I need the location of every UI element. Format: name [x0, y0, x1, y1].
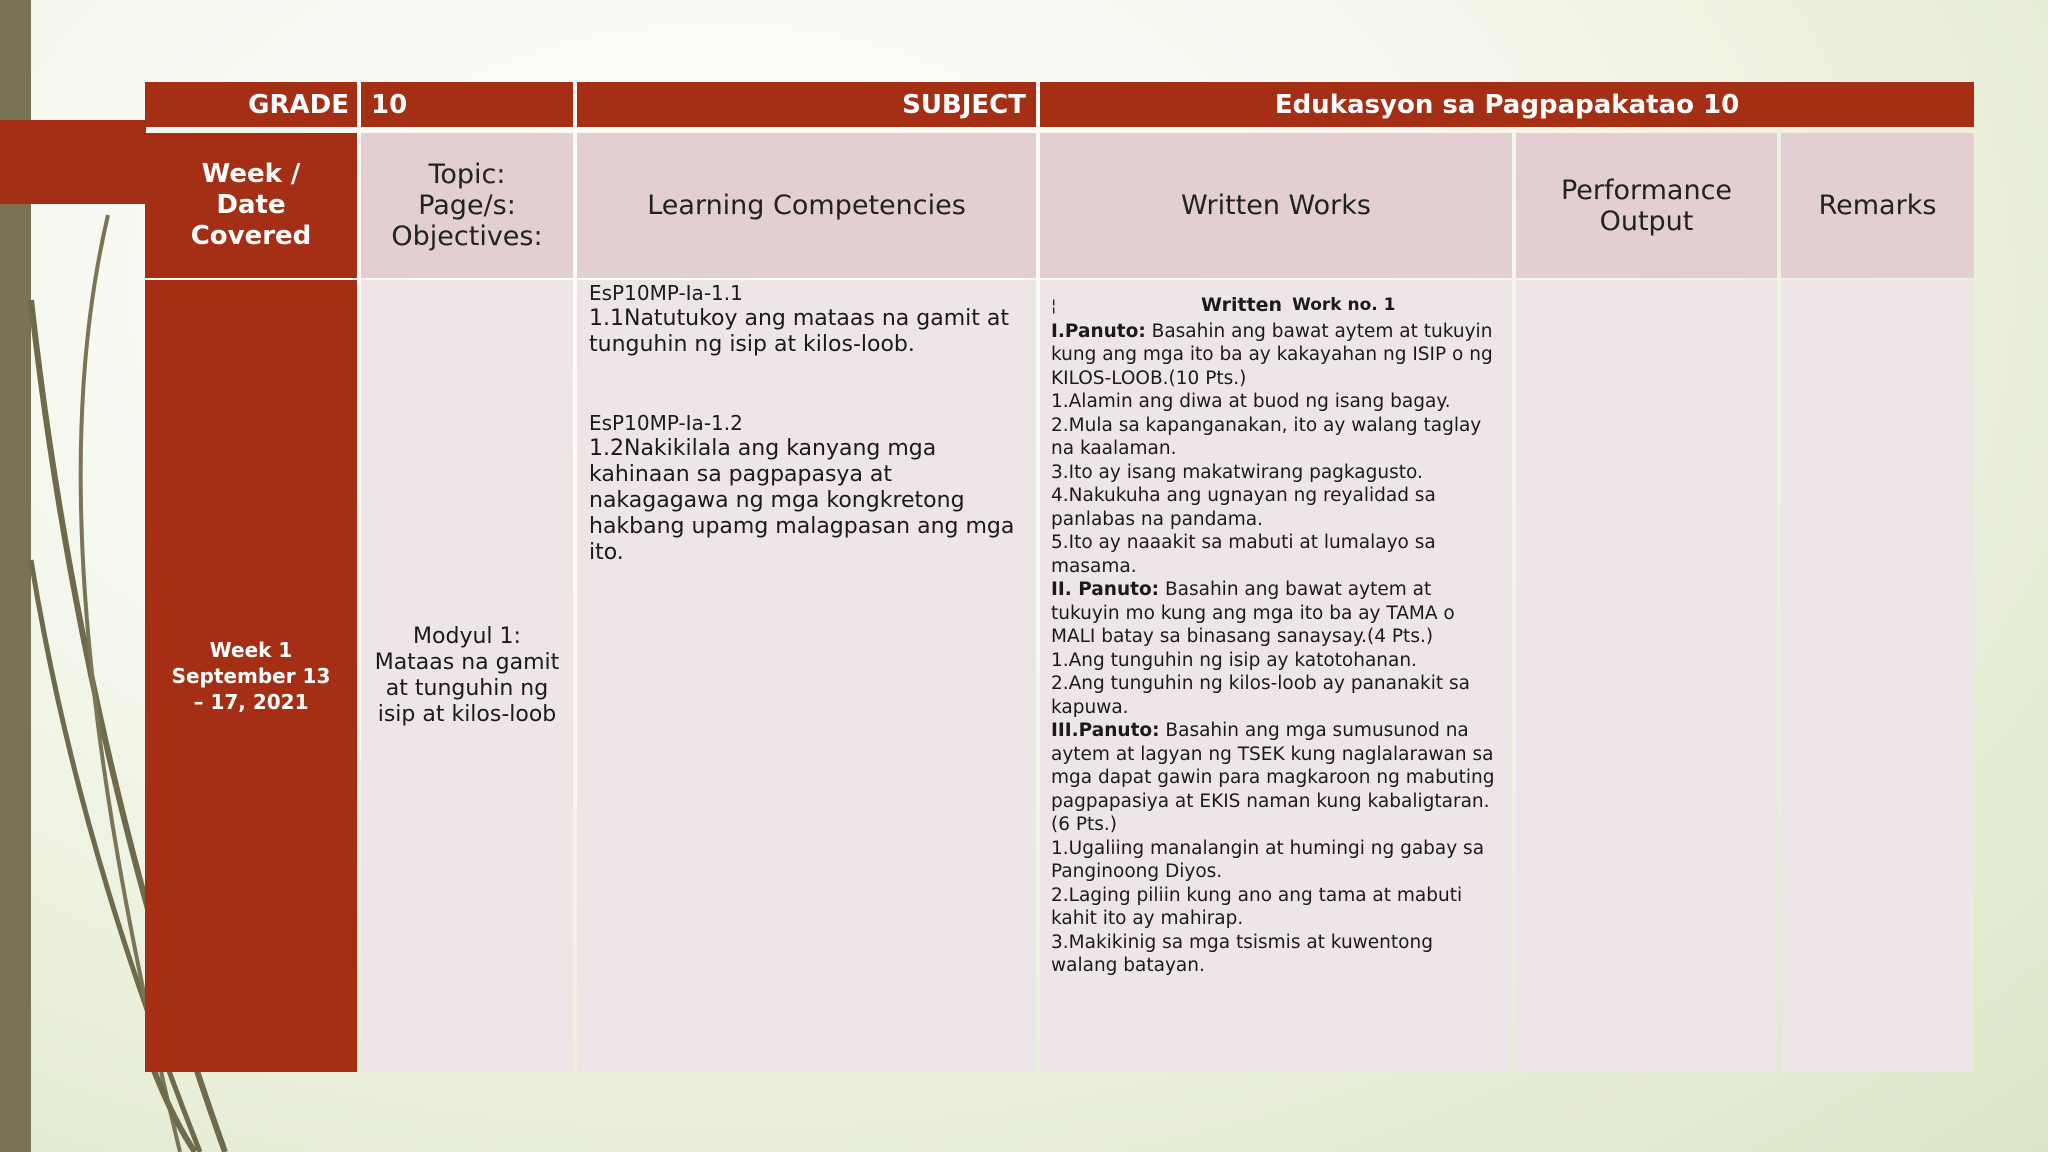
week-title: Week 1 [209, 638, 293, 662]
written-works-cell [1040, 280, 1512, 1072]
col-topic-header: Topic: Page/s: Objectives: [361, 133, 573, 278]
col-competencies-header: Learning Competencies [577, 133, 1036, 278]
written-work-mark: ¦ [1051, 296, 1057, 315]
section-instruction: Basahin ang bawat aytem at tukuyin kung ang mga ito ba ay kakayahan ng ISIP o ng KILOS-LOOB.(10 Pts.) [1051, 320, 1493, 389]
section-heading: I.Panuto: [1051, 320, 1146, 342]
section-3-instruction [1051, 719, 1502, 837]
written-work-title [1051, 294, 1502, 318]
competency-text: 1.2Nakikilala ang kanyang mga kahinaan sa pagpapasya at nakagagawa ng mga kongkretong hakbang upamg malagpasan ang mga ito. [589, 436, 1015, 565]
week-cell [145, 280, 357, 1072]
topic-cell: Modyul 1: Mataas na gamit at tunguhin ng isip at kilos-loob [361, 280, 573, 1072]
col-week-header: Week / Date Covered [145, 133, 357, 278]
subject-label: SUBJECT [577, 82, 1036, 127]
section-2-instruction [1051, 578, 1502, 649]
col-written-header: Written Works [1040, 133, 1512, 278]
grade-value: 10 [361, 82, 573, 127]
week-dates: September 13 – 17, 2021 [171, 664, 331, 714]
performance-cell [1516, 280, 1777, 1072]
section-heading: II. Panuto: [1051, 579, 1160, 600]
subject-value: Edukasyon sa Pagpapakatao 10 [1040, 82, 1974, 127]
competency-code: EsP10MP-Ia-1.2 [589, 411, 743, 435]
col-remarks-header: Remarks [1781, 133, 1974, 278]
col-performance-header: Performance Output [1516, 133, 1777, 278]
competency-1 [589, 280, 1024, 358]
section-item: 3.Makikinig sa mga tsismis at kuwentong walang batayan. [1051, 931, 1433, 976]
section-item: 1.Alamin ang diwa at buod ng isang bagay. [1051, 391, 1451, 412]
section-item: 1.Ang tunguhin ng isip ay katotohanan. [1051, 649, 1417, 671]
section-instruction: Basahin ang bawat aytem at tukuyin mo kung ang mga ito ba ay TAMA o MALI batay sa binasang sanaysay.(4 Pts.) [1051, 579, 1455, 647]
section-heading: III.Panuto: [1051, 720, 1160, 741]
competency-code: EsP10MP-Ia-1.1 [589, 281, 743, 305]
remarks-cell [1781, 280, 1974, 1072]
section-1-instruction [1051, 320, 1502, 391]
section-instruction: Basahin ang mga sumusunod na aytem at lagyan ng TSEK kung naglalarawan sa mga dapat gawin para magkaroon ng mabuting pagpapasiya at EKIS naman kung kabaligtaran.(6 Pts.) [1051, 720, 1495, 835]
competency-text: 1.1Natutukoy ang mataas na gamit at tunguhin ng isip at kilos-loob. [589, 306, 1009, 357]
section-item: 4.Nakukuha ang ugnayan ng reyalidad sa panlabas na pandama. [1051, 485, 1436, 530]
section-item: 2.Laging piliin kung ano ang tama at mabuti kahit ito ay mahirap. [1051, 884, 1463, 929]
section-item: 5.Ito ay naaakit sa mabuti at lumalayo sa masama. [1051, 532, 1436, 577]
lesson-plan-table [145, 82, 1974, 1072]
section-item: 3.Ito ay isang makatwirang pagkagusto. [1051, 461, 1423, 483]
written-work-title-main: Written [1201, 294, 1283, 316]
section-item: 1.Ugaliing manalangin at humingi ng gabay sa Panginoong Diyos. [1051, 837, 1485, 882]
grade-label: GRADE [145, 82, 357, 127]
written-work-title-rest: Work no. 1 [1292, 295, 1396, 315]
section-item: 2.Ang tunguhin ng kilos-loob ay pananakit sa kapuwa. [1051, 673, 1471, 718]
competencies-cell [577, 280, 1036, 1072]
section-item: 2.Mula sa kapanganakan, ito ay walang taglay na kaalaman. [1051, 414, 1482, 459]
competency-2 [589, 410, 1024, 566]
